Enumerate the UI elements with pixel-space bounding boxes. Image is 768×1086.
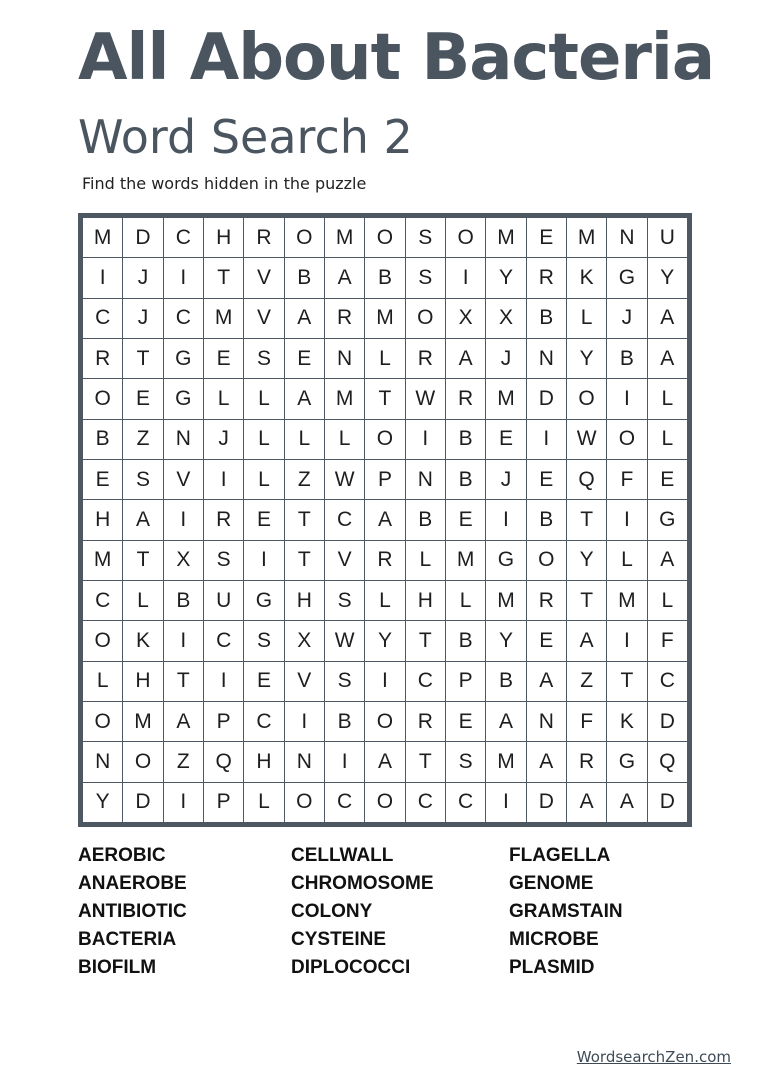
grid-cell[interactable]: C bbox=[647, 661, 687, 701]
word-list-item: CHROMOSOME bbox=[291, 873, 434, 894]
grid-cell[interactable]: O bbox=[445, 218, 485, 258]
grid-cell[interactable]: U bbox=[203, 580, 243, 620]
grid-cell[interactable]: B bbox=[445, 459, 485, 499]
grid-cell[interactable]: E bbox=[526, 218, 566, 258]
grid-cell[interactable]: W bbox=[324, 459, 364, 499]
grid-cell[interactable]: J bbox=[486, 459, 526, 499]
grid-cell[interactable]: B bbox=[526, 298, 566, 338]
grid-cell[interactable]: M bbox=[445, 540, 485, 580]
word-list-item: ANAEROBE bbox=[78, 873, 187, 894]
grid-cell[interactable]: A bbox=[123, 500, 163, 540]
grid-cell[interactable]: G bbox=[244, 580, 284, 620]
grid-cell[interactable]: P bbox=[203, 701, 243, 741]
grid-cell[interactable]: B bbox=[486, 661, 526, 701]
grid-cell[interactable]: D bbox=[526, 379, 566, 419]
grid-cell[interactable]: V bbox=[163, 459, 203, 499]
puzzle-grid bbox=[78, 213, 692, 827]
grid-cell[interactable]: O bbox=[405, 298, 445, 338]
grid-cell[interactable]: R bbox=[566, 742, 606, 782]
grid-cell[interactable]: X bbox=[163, 540, 203, 580]
grid-cell[interactable]: M bbox=[324, 379, 364, 419]
grid-cell[interactable]: Y bbox=[365, 621, 405, 661]
grid-cell[interactable]: O bbox=[284, 218, 324, 258]
grid-cell[interactable]: I bbox=[486, 500, 526, 540]
grid-cell[interactable]: Y bbox=[83, 782, 123, 822]
grid-cell[interactable]: I bbox=[486, 782, 526, 822]
grid-cell[interactable]: C bbox=[405, 661, 445, 701]
grid-cell[interactable]: K bbox=[566, 258, 606, 298]
grid-cell[interactable]: I bbox=[607, 621, 647, 661]
grid-cell[interactable]: T bbox=[566, 580, 606, 620]
grid-cell[interactable]: I bbox=[163, 782, 203, 822]
instructions-text: Find the words hidden in the puzzle bbox=[82, 174, 367, 193]
grid-cell[interactable]: R bbox=[324, 298, 364, 338]
grid-cell[interactable]: N bbox=[284, 742, 324, 782]
grid-cell[interactable]: M bbox=[486, 742, 526, 782]
grid-cell[interactable]: N bbox=[526, 338, 566, 378]
grid-cell[interactable]: R bbox=[526, 258, 566, 298]
grid-cell[interactable]: I bbox=[203, 661, 243, 701]
grid-row bbox=[83, 540, 688, 580]
grid-cell[interactable]: I bbox=[284, 701, 324, 741]
grid-row bbox=[83, 459, 688, 499]
grid-row bbox=[83, 742, 688, 782]
grid-cell[interactable]: A bbox=[607, 782, 647, 822]
grid-cell[interactable]: Y bbox=[566, 338, 606, 378]
grid-cell[interactable]: E bbox=[123, 379, 163, 419]
page-subtitle: Word Search 2 bbox=[78, 110, 413, 164]
grid-cell[interactable]: G bbox=[647, 500, 687, 540]
grid-cell[interactable]: L bbox=[365, 338, 405, 378]
grid-cell[interactable]: O bbox=[123, 742, 163, 782]
grid-cell[interactable]: W bbox=[324, 621, 364, 661]
grid-cell[interactable]: I bbox=[83, 258, 123, 298]
grid-cell[interactable]: H bbox=[405, 580, 445, 620]
grid-cell[interactable]: N bbox=[526, 701, 566, 741]
grid-cell[interactable]: L bbox=[244, 782, 284, 822]
grid-cell[interactable]: I bbox=[163, 621, 203, 661]
grid-cell[interactable]: Z bbox=[566, 661, 606, 701]
grid-cell[interactable]: E bbox=[526, 621, 566, 661]
grid-cell[interactable]: A bbox=[284, 379, 324, 419]
grid-cell[interactable]: C bbox=[405, 782, 445, 822]
grid-cell[interactable]: W bbox=[405, 379, 445, 419]
word-list-item: FLAGELLA bbox=[509, 845, 611, 866]
grid-cell[interactable]: S bbox=[203, 540, 243, 580]
grid-cell[interactable]: B bbox=[284, 258, 324, 298]
grid-cell[interactable]: R bbox=[405, 701, 445, 741]
grid-cell[interactable]: B bbox=[405, 500, 445, 540]
grid-cell[interactable]: L bbox=[203, 379, 243, 419]
grid-row bbox=[83, 701, 688, 741]
grid-cell[interactable]: E bbox=[203, 338, 243, 378]
grid-row bbox=[83, 580, 688, 620]
grid-cell[interactable]: G bbox=[486, 540, 526, 580]
grid-cell[interactable]: J bbox=[486, 338, 526, 378]
grid-cell[interactable]: L bbox=[324, 419, 364, 459]
grid-cell[interactable]: X bbox=[486, 298, 526, 338]
grid-cell[interactable]: Y bbox=[647, 258, 687, 298]
grid-cell[interactable]: L bbox=[123, 580, 163, 620]
grid-cell[interactable]: L bbox=[647, 580, 687, 620]
grid-row bbox=[83, 218, 688, 258]
grid-cell[interactable]: C bbox=[83, 298, 123, 338]
grid-cell[interactable]: T bbox=[123, 540, 163, 580]
word-list-item: ANTIBIOTIC bbox=[78, 901, 187, 922]
grid-cell[interactable]: L bbox=[405, 540, 445, 580]
word-list-item: CYSTEINE bbox=[291, 929, 387, 950]
grid-cell[interactable]: T bbox=[163, 661, 203, 701]
grid-cell[interactable]: V bbox=[284, 661, 324, 701]
grid-cell[interactable]: B bbox=[445, 419, 485, 459]
grid-cell[interactable]: O bbox=[607, 419, 647, 459]
grid-cell[interactable]: M bbox=[203, 298, 243, 338]
grid-cell[interactable]: F bbox=[647, 621, 687, 661]
grid-cell[interactable]: M bbox=[607, 580, 647, 620]
grid-cell[interactable]: S bbox=[324, 661, 364, 701]
grid-cell[interactable]: Z bbox=[284, 459, 324, 499]
grid-cell[interactable]: J bbox=[123, 298, 163, 338]
grid-cell[interactable]: P bbox=[203, 782, 243, 822]
grid-cell[interactable]: C bbox=[445, 782, 485, 822]
grid-cell[interactable]: M bbox=[486, 218, 526, 258]
grid-cell[interactable]: A bbox=[365, 500, 405, 540]
grid-cell[interactable]: T bbox=[607, 661, 647, 701]
grid-cell[interactable]: B bbox=[445, 621, 485, 661]
grid-cell[interactable]: T bbox=[566, 500, 606, 540]
grid-cell[interactable]: A bbox=[163, 701, 203, 741]
grid-cell[interactable]: H bbox=[284, 580, 324, 620]
grid-cell[interactable]: N bbox=[163, 419, 203, 459]
grid-cell[interactable]: I bbox=[324, 742, 364, 782]
grid-cell[interactable]: A bbox=[647, 540, 687, 580]
grid-cell[interactable]: J bbox=[607, 298, 647, 338]
grid-cell[interactable]: D bbox=[123, 782, 163, 822]
grid-row bbox=[83, 500, 688, 540]
grid-cell[interactable]: I bbox=[365, 661, 405, 701]
grid-cell[interactable]: A bbox=[445, 338, 485, 378]
grid-cell[interactable]: T bbox=[405, 621, 445, 661]
grid-cell[interactable]: W bbox=[566, 419, 606, 459]
grid-cell[interactable]: S bbox=[405, 218, 445, 258]
grid-cell[interactable]: A bbox=[486, 701, 526, 741]
grid-cell[interactable]: S bbox=[405, 258, 445, 298]
grid-cell[interactable]: C bbox=[244, 701, 284, 741]
grid-cell[interactable]: N bbox=[405, 459, 445, 499]
grid-cell[interactable]: Y bbox=[486, 621, 526, 661]
grid-cell[interactable]: M bbox=[83, 540, 123, 580]
word-list-item: AEROBIC bbox=[78, 845, 166, 866]
grid-cell[interactable]: K bbox=[607, 701, 647, 741]
grid-cell[interactable]: V bbox=[244, 258, 284, 298]
grid-cell[interactable]: C bbox=[83, 580, 123, 620]
grid-cell[interactable]: M bbox=[83, 218, 123, 258]
grid-cell[interactable]: X bbox=[284, 621, 324, 661]
grid-cell[interactable]: X bbox=[445, 298, 485, 338]
grid-cell[interactable]: F bbox=[566, 701, 606, 741]
grid-cell[interactable]: O bbox=[284, 782, 324, 822]
grid-cell[interactable]: L bbox=[445, 580, 485, 620]
grid-cell[interactable]: A bbox=[566, 621, 606, 661]
grid-cell[interactable]: M bbox=[324, 218, 364, 258]
grid-cell[interactable]: G bbox=[607, 258, 647, 298]
grid-cell[interactable]: H bbox=[83, 500, 123, 540]
grid-cell[interactable]: L bbox=[284, 419, 324, 459]
grid-cell[interactable]: G bbox=[607, 742, 647, 782]
grid-cell[interactable]: O bbox=[365, 701, 405, 741]
grid-cell[interactable]: I bbox=[607, 379, 647, 419]
grid-cell[interactable]: Q bbox=[566, 459, 606, 499]
grid-cell[interactable]: O bbox=[365, 218, 405, 258]
grid-cell[interactable]: M bbox=[123, 701, 163, 741]
grid-cell[interactable]: S bbox=[244, 338, 284, 378]
grid-cell[interactable]: R bbox=[83, 338, 123, 378]
grid-row bbox=[83, 782, 688, 822]
grid-cell[interactable]: D bbox=[526, 782, 566, 822]
grid-cell[interactable]: D bbox=[123, 218, 163, 258]
grid-cell[interactable]: G bbox=[163, 338, 203, 378]
grid-cell[interactable]: O bbox=[526, 540, 566, 580]
word-list-item: GENOME bbox=[509, 873, 594, 894]
grid-cell[interactable]: B bbox=[324, 701, 364, 741]
word-list-item: DIPLOCOCCI bbox=[291, 957, 411, 978]
grid-cell[interactable]: A bbox=[365, 742, 405, 782]
grid-cell[interactable]: B bbox=[83, 419, 123, 459]
grid-cell[interactable]: E bbox=[244, 661, 284, 701]
grid-cell[interactable]: Q bbox=[647, 742, 687, 782]
grid-cell[interactable]: I bbox=[405, 419, 445, 459]
grid-row bbox=[83, 621, 688, 661]
grid-cell[interactable]: A bbox=[526, 661, 566, 701]
grid-cell[interactable]: O bbox=[83, 379, 123, 419]
grid-cell[interactable]: O bbox=[365, 419, 405, 459]
grid-cell[interactable]: B bbox=[163, 580, 203, 620]
grid-cell[interactable]: N bbox=[324, 338, 364, 378]
grid-cell[interactable]: A bbox=[647, 298, 687, 338]
grid-cell[interactable]: E bbox=[647, 459, 687, 499]
grid-cell[interactable]: V bbox=[324, 540, 364, 580]
word-list-item: GRAMSTAIN bbox=[509, 901, 623, 922]
grid-cell[interactable]: O bbox=[566, 379, 606, 419]
grid-cell[interactable]: B bbox=[526, 500, 566, 540]
grid-cell[interactable]: M bbox=[486, 580, 526, 620]
grid-row bbox=[83, 298, 688, 338]
grid-cell[interactable]: C bbox=[203, 621, 243, 661]
grid-cell[interactable]: I bbox=[203, 459, 243, 499]
grid-cell[interactable]: L bbox=[244, 379, 284, 419]
grid-cell[interactable]: K bbox=[123, 621, 163, 661]
grid-cell[interactable]: D bbox=[647, 701, 687, 741]
grid-cell[interactable]: L bbox=[647, 419, 687, 459]
word-list-item: BIOFILM bbox=[78, 957, 157, 978]
grid-row bbox=[83, 419, 688, 459]
grid-cell[interactable]: L bbox=[244, 419, 284, 459]
grid-cell[interactable]: H bbox=[123, 661, 163, 701]
grid-cell[interactable]: U bbox=[647, 218, 687, 258]
word-list bbox=[78, 842, 698, 982]
grid-cell[interactable]: M bbox=[365, 298, 405, 338]
grid-cell[interactable]: L bbox=[244, 459, 284, 499]
grid-cell[interactable]: J bbox=[203, 419, 243, 459]
word-list-item: COLONY bbox=[291, 901, 373, 922]
grid-cell[interactable]: H bbox=[244, 742, 284, 782]
grid-cell[interactable]: L bbox=[566, 298, 606, 338]
word-list-item: PLASMID bbox=[509, 957, 595, 978]
grid-cell[interactable]: A bbox=[284, 298, 324, 338]
grid-cell[interactable]: E bbox=[445, 701, 485, 741]
grid-cell[interactable]: T bbox=[123, 338, 163, 378]
word-list-item: BACTERIA bbox=[78, 929, 177, 950]
grid-cell[interactable]: P bbox=[365, 459, 405, 499]
grid-cell[interactable]: L bbox=[83, 661, 123, 701]
grid-cell[interactable]: C bbox=[324, 782, 364, 822]
grid-cell[interactable]: S bbox=[445, 742, 485, 782]
grid-cell[interactable]: I bbox=[607, 500, 647, 540]
grid-cell[interactable]: C bbox=[163, 298, 203, 338]
grid-cell[interactable]: A bbox=[526, 742, 566, 782]
grid-cell[interactable]: I bbox=[163, 500, 203, 540]
grid-cell[interactable]: T bbox=[405, 742, 445, 782]
grid-cell[interactable]: V bbox=[244, 298, 284, 338]
grid-cell[interactable]: R bbox=[445, 379, 485, 419]
grid-cell[interactable]: P bbox=[445, 661, 485, 701]
grid-cell[interactable]: T bbox=[284, 540, 324, 580]
grid-cell[interactable]: A bbox=[647, 338, 687, 378]
grid-cell[interactable]: M bbox=[486, 379, 526, 419]
grid-cell[interactable]: A bbox=[324, 258, 364, 298]
grid-cell[interactable]: E bbox=[244, 500, 284, 540]
grid-cell[interactable]: N bbox=[607, 218, 647, 258]
grid-cell[interactable]: L bbox=[365, 580, 405, 620]
grid-cell[interactable]: E bbox=[284, 338, 324, 378]
grid-cell[interactable]: S bbox=[123, 459, 163, 499]
grid-cell[interactable]: G bbox=[163, 379, 203, 419]
grid-cell[interactable]: E bbox=[445, 500, 485, 540]
grid-cell[interactable]: L bbox=[647, 379, 687, 419]
grid-cell[interactable]: E bbox=[83, 459, 123, 499]
grid-cell[interactable]: R bbox=[526, 580, 566, 620]
grid-cell[interactable]: C bbox=[163, 218, 203, 258]
grid-cell[interactable]: C bbox=[324, 500, 364, 540]
grid-cell[interactable]: J bbox=[123, 258, 163, 298]
word-list-item: MICROBE bbox=[509, 929, 599, 950]
grid-cell[interactable]: Z bbox=[123, 419, 163, 459]
grid-cell[interactable]: T bbox=[284, 500, 324, 540]
grid-cell[interactable]: Q bbox=[203, 742, 243, 782]
grid-cell[interactable]: E bbox=[526, 459, 566, 499]
grid-cell[interactable]: R bbox=[365, 540, 405, 580]
grid-cell[interactable]: Y bbox=[566, 540, 606, 580]
grid-cell[interactable]: Y bbox=[486, 258, 526, 298]
grid-cell[interactable]: E bbox=[486, 419, 526, 459]
grid-row bbox=[83, 338, 688, 378]
grid-cell[interactable]: B bbox=[607, 338, 647, 378]
grid-cell[interactable]: R bbox=[244, 218, 284, 258]
grid-cell[interactable]: R bbox=[405, 338, 445, 378]
letter-table bbox=[82, 217, 688, 823]
grid-row bbox=[83, 379, 688, 419]
grid-row bbox=[83, 661, 688, 701]
grid-cell[interactable]: I bbox=[163, 258, 203, 298]
grid-cell[interactable]: O bbox=[83, 701, 123, 741]
grid-cell[interactable]: T bbox=[203, 258, 243, 298]
grid-cell[interactable]: M bbox=[566, 218, 606, 258]
grid-cell[interactable]: S bbox=[324, 580, 364, 620]
footer-site-link[interactable]: WordsearchZen.com bbox=[576, 1048, 731, 1066]
grid-cell[interactable]: T bbox=[365, 379, 405, 419]
grid-cell[interactable]: S bbox=[244, 621, 284, 661]
grid-cell[interactable]: R bbox=[203, 500, 243, 540]
grid-cell[interactable]: B bbox=[365, 258, 405, 298]
grid-cell[interactable]: D bbox=[647, 782, 687, 822]
grid-cell[interactable]: I bbox=[244, 540, 284, 580]
grid-cell[interactable]: F bbox=[607, 459, 647, 499]
grid-row bbox=[83, 258, 688, 298]
grid-cell[interactable]: I bbox=[445, 258, 485, 298]
page-title: All About Bacteria bbox=[78, 21, 715, 95]
word-list-item: CELLWALL bbox=[291, 845, 394, 866]
grid-cell[interactable]: I bbox=[526, 419, 566, 459]
grid-cell[interactable]: Z bbox=[163, 742, 203, 782]
grid-cell[interactable]: O bbox=[365, 782, 405, 822]
grid-cell[interactable]: L bbox=[607, 540, 647, 580]
grid-cell[interactable]: H bbox=[203, 218, 243, 258]
grid-cell[interactable]: N bbox=[83, 742, 123, 782]
grid-cell[interactable]: O bbox=[83, 621, 123, 661]
grid-cell[interactable]: A bbox=[566, 782, 606, 822]
